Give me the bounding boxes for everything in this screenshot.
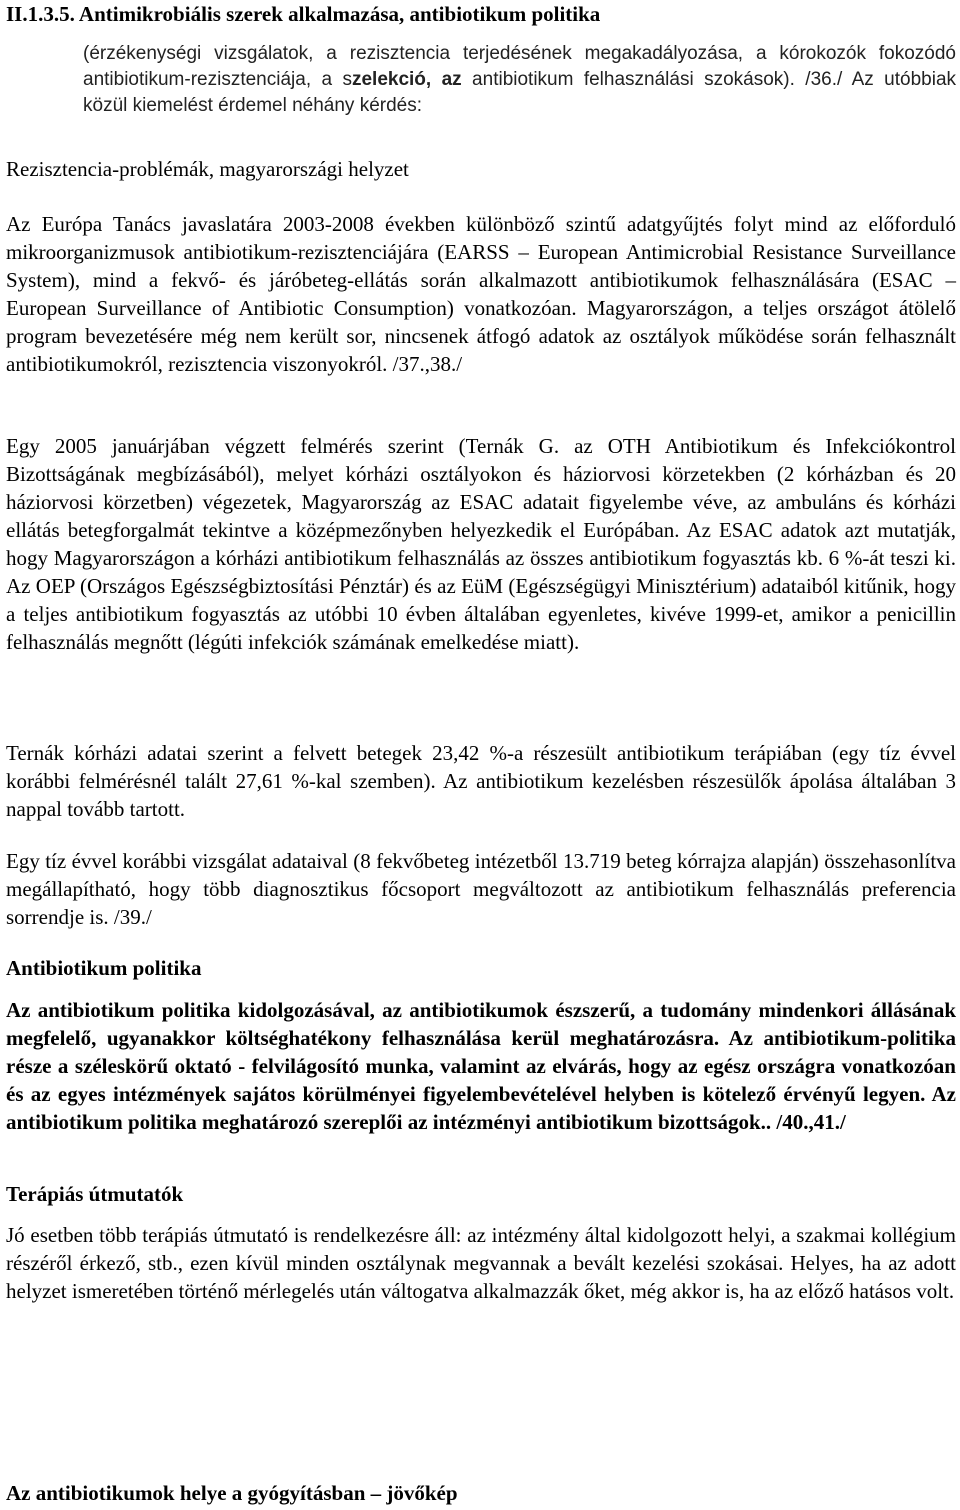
paragraph-survey-2005: Egy 2005 januárjában végzett felmérés szerint (Ternák G. az OTH Antibiotikum és Infekciókontrol Bizottságának megbízásából), melyet kórházi osztályokon és háziorvosi körzetekben (2 kórházban és 20 háziorvosi körzetben) végezetek, Magyarország az ESAC adatait figyelembe véve, az ambuláns és kórházi ellátás betegforgalmát tekintve a középmezőnyben helyezkedik el Európában. Az ESAC adatok azt mutatják, hogy Magyarországon a kórházi antibiotikum felhasználás az összes antibiotikum fogyasztás kb. 6 %-át teszi ki. Az OEP (Országos Egészségbiztosítási Pénztár) és az EüM (Egészségügyi Minisztérium) adataiból kitűnik, hogy a teljes antibiotikum fogyasztás az utóbbi 10 évben általában egyenletes, kivéve 1999-et, amikor a penicillin felhasználás megnőtt (légúti infekciók számának emelkedése miatt). <box>6 434 956 654</box>
paragraph-therapy-guides: Jó esetben több terápiás útmutató is rendelkezésre áll: az intézmény által kidolgozott helyi, a szakmai kollégium részéről érkező, stb., ezen kívül minden osztálynak megvannak a bevált kezelési szokásai. Helyes, ha az adott helyzet ismeretében történő mérlegelés után váltogatva alkalmazzák őket, még akkor is, ha az előző hatásos volt. <box>6 1223 956 1303</box>
intro-text-2: antibiotikum felhasználási szokások). /36. <box>461 69 837 90</box>
intro-paragraph <box>83 41 956 119</box>
paragraph-policy: Az antibiotikum politika kidolgozásával, az antibiotikumok észszerű, a tudomány mindenkori állásának megfelelő, ugyanakkor költséghatékony felhasználása kerül meghatározásra. Az antibiotikum-politika része a széleskörű oktató - felvilágosító munka, valamint az elvárás, hogy az egész országra vonatkozóan és az egyes intézmények sajátos körülményei figyelembevételével helyben is kötelező érvényű legyen. Az antibiotikum politika meghatározó szereplői az intézményi antibiotikum bizottságok.. /40.,41./ <box>6 998 956 1134</box>
subheading-future: Az antibiotikumok helye a gyógyításban – jövőkép <box>6 1481 458 1505</box>
section-heading: II.1.3.5. Antimikrobiális szerek alkalmazása, antibiotikum politika <box>6 2 601 26</box>
intro-text-1: (érzékenységi vizsgálatok, a rezisztencia terjedésének megakadályozása, a kórokozók fokozódó antibiotikum-rezisztenciája, a s <box>83 43 956 90</box>
paragraph-earss: Az Európa Tanács javaslatára 2003-2008 években különböző szintű adatgyűjtés folyt mind az előforduló mikroorganizmusok antibiotikum-rezisztenciájára (EARSS – European Antimicrobial Resistance Surveillance System), mind a fekvő- és járóbeteg-ellátás során alkalmazott antibiotikumok felhasználására (ESAC – European Surveillance of Antibiotic Consumption) vonatkozóan. Magyarországon, a teljes országot átölelő program bevezetésére még nem került sor, nincsenek átfogó adatok az osztályok működése során felhasznált antibiotikumokról, rezisztencia viszonyokról. /37.,38./ <box>6 212 956 376</box>
intro-text-3: / Az utóbbiak közül kiemelést érdemel néhány kérdés: <box>83 69 957 116</box>
subheading-resistance: Rezisztencia-problémák, magyarországi helyzet <box>6 157 409 181</box>
paragraph-ternak-data: Ternák kórházi adatai szerint a felvett betegek 23,42 %-a részesült antibiotikum terápiában (egy tíz évvel korábbi felmérésnél talált 27,61 %-kal szemben). Az antibiotikum kezelésben részesülők ápolása általában 3 nappal tovább tartott. <box>6 741 956 821</box>
subheading-therapy-guides: Terápiás útmutatók <box>6 1182 184 1206</box>
subheading-antibiotic-policy: Antibiotikum politika <box>6 956 202 980</box>
intro-bold-text: zelekció, az <box>351 69 462 90</box>
paragraph-earlier-study: Egy tíz évvel korábbi vizsgálat adataival (8 fekvőbeteg intézetből 13.719 beteg kórrajza alapján) összehasonlítva megállapítható, hogy több diagnosztikus főcsoport megváltozott az antibiotikum felhasználás preferencia sorrendje is. /39./ <box>6 849 956 929</box>
